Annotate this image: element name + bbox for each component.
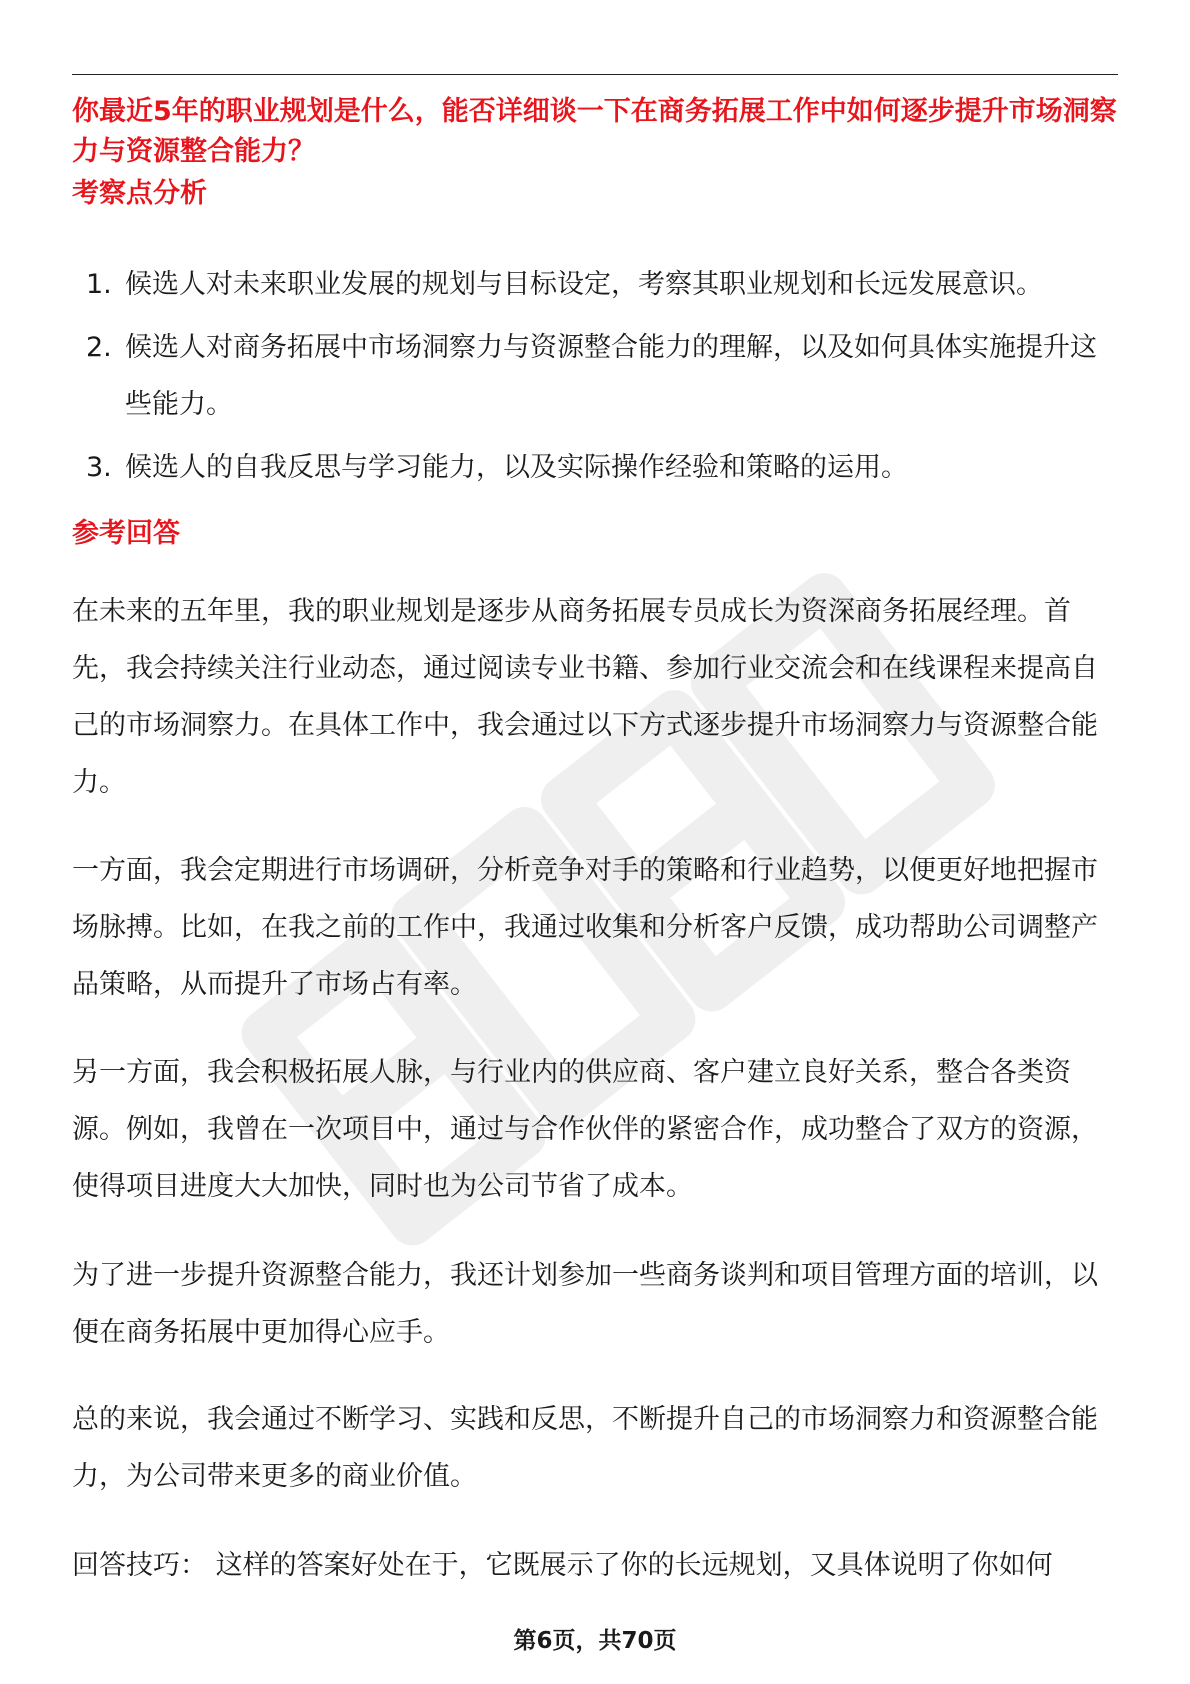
point-number: 2.: [86, 332, 112, 363]
answer-paragraph: 总的来说，我会通过不断学习、实践和反思，不断提升自己的市场洞察力和资源整合能力，为公司带来更多的商业价值。: [72, 1404, 1098, 1492]
point-text: 候选人的自我反思与学习能力，以及实际操作经验和策略的运用。: [125, 452, 908, 483]
top-divider: [72, 74, 1118, 75]
analysis-point: [72, 319, 1118, 433]
answer-heading: 参考回答: [72, 518, 180, 549]
point-text: 候选人对商务拓展中市场洞察力与资源整合能力的理解，以及如何具体实施提升这些能力。: [125, 332, 1097, 420]
analysis-point: [72, 439, 1118, 496]
point-number: 1.: [86, 269, 112, 300]
answer-paragraph: 另一方面，我会积极拓展人脉，与行业内的供应商、客户建立良好关系，整合各类资源。例如，我曾在一次项目中，通过与合作伙伴的紧密合作，成功整合了双方的资源，使得项目进度大大加快，同时也为公司节省了成本。: [72, 1057, 1098, 1202]
answer-paragraph: 一方面，我会定期进行市场调研，分析竞争对手的策略和行业趋势，以便更好地把握市场脉搏。比如，在我之前的工作中，我通过收集和分析客户反馈，成功帮助公司调整产品策略，从而提升了市场占有率。: [72, 855, 1098, 1000]
answer-paragraph: 在未来的五年里，我的职业规划是逐步从商务拓展专员成长为资深商务拓展经理。首先，我会持续关注行业动态，通过阅读专业书籍、参加行业交流会和在线课程来提高自己的市场洞察力。在具体工作中，我会通过以下方式逐步提升市场洞察力与资源整合能力。: [72, 596, 1098, 798]
point-number: 3.: [86, 452, 112, 483]
analysis-points-list: [72, 256, 1118, 502]
point-text: 候选人对未来职业发展的规划与目标设定，考察其职业规划和长远发展意识。: [125, 269, 1043, 300]
answer-paragraph: 为了进一步提升资源整合能力，我还计划参加一些商务谈判和项目管理方面的培训，以便在商务拓展中更加得心应手。: [72, 1260, 1098, 1348]
question-title: 你最近5年的职业规划是什么，能否详细谈一下在商务拓展工作中如何逐步提升市场洞察力与资源整合能力？: [72, 96, 1117, 167]
analysis-point: [72, 256, 1118, 313]
page-number: 第6页，共70页: [513, 1628, 677, 1654]
analysis-heading: 考察点分析: [72, 178, 207, 209]
answer-tip: 回答技巧： 这样的答案好处在于，它既展示了你的长远规划，又具体说明了你如何: [72, 1550, 1053, 1581]
